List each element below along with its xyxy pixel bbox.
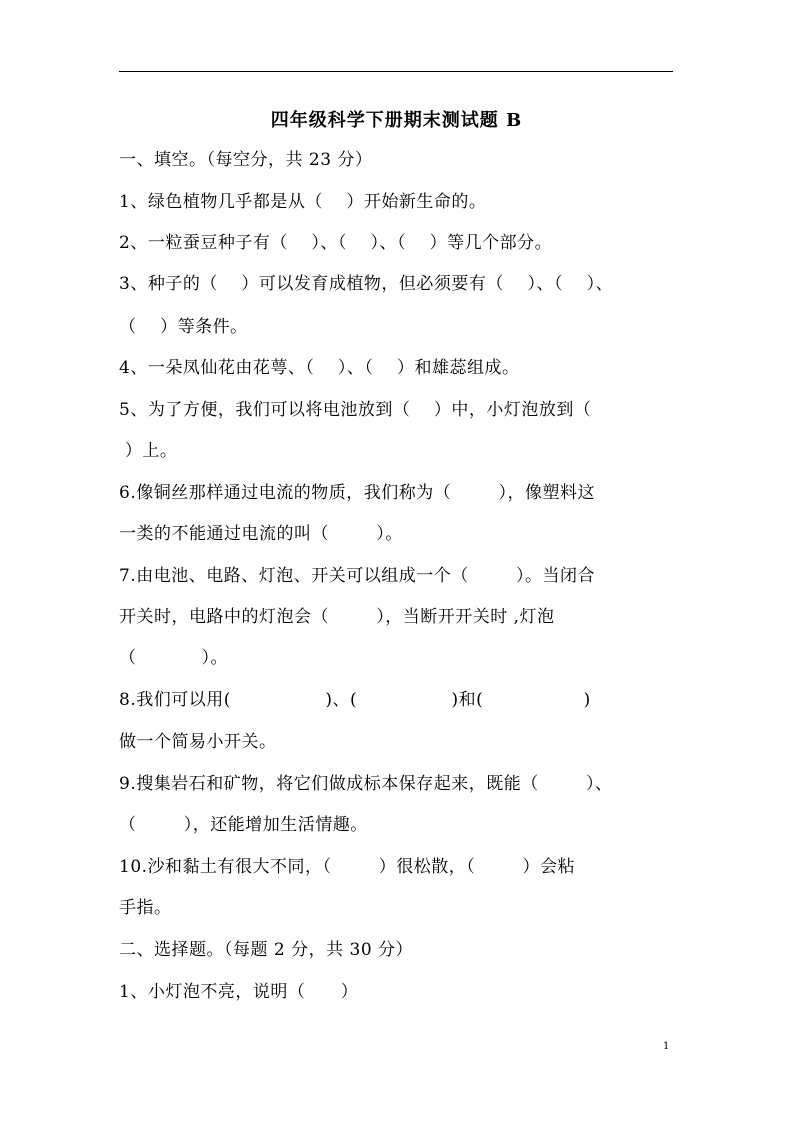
question-line: （ ）等条件。 — [119, 317, 248, 337]
header-rule — [119, 71, 673, 72]
question-line: （ ）。 — [119, 648, 228, 668]
question-line: ）上。 — [119, 441, 178, 461]
section-heading-multiple-choice: 二、选择题。（每题 2 分，共 30 分） — [119, 940, 414, 960]
section-heading-fill-blank: 一、填空。（每空分，共 23 分） — [119, 150, 373, 170]
question-line: 2、一粒蚕豆种子有（ ）、（ ）、（ ）等几个部分。 — [119, 233, 553, 253]
question-line: 手指。 — [119, 898, 172, 918]
question-line: 5、为了方便，我们可以将电池放到（ ）中，小灯泡放到（ — [119, 400, 592, 420]
question-line: 一类的不能通过电流的叫（ ）。 — [119, 524, 403, 544]
question-line: 做一个简易小开关。 — [119, 732, 277, 752]
question-line: 9.搜集岩石和矿物，将它们做成标本保存起来，既能（ ）、 — [119, 774, 613, 794]
question-line: 4、一朵凤仙花由花萼、（ ）、（ ）和雄蕊组成。 — [119, 358, 520, 378]
question-line: 10.沙和黏土有很大不同，（ ）很松散，（ ）会粘 — [119, 857, 575, 877]
question-line: 6.像铜丝那样通过电流的物质，我们称为（ ），像塑料这 — [119, 483, 595, 503]
question-line: 1、小灯泡不亮，说明（ ） — [119, 982, 359, 1002]
page-number: 1 — [663, 1041, 670, 1052]
question-line: 7.由电池、电路、灯泡、开关可以组成一个（ ）。当闭合 — [119, 566, 595, 586]
question-line: 3、种子的（ ）可以发育成植物，但必须要有（ ）、（ ）、 — [119, 274, 614, 294]
page-title: 四年级科学下册期末测试题 B — [270, 110, 523, 131]
question-line: （ ），还能增加生活情趣。 — [119, 815, 368, 835]
question-line: 开关时，电路中的灯泡会（ ），当断开开关时 ,灯泡 — [119, 607, 555, 627]
question-line: 8.我们可以用( )、( )和( ) — [119, 690, 591, 710]
question-line: 1、绿色植物几乎都是从（ ）开始新生命的。 — [119, 192, 487, 212]
